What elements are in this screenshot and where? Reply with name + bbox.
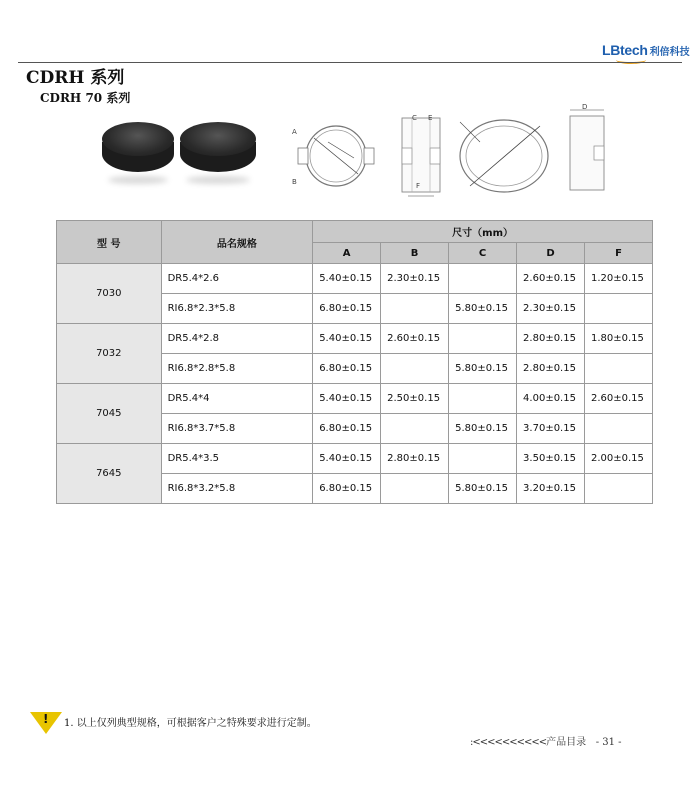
value-cell-c: 5.80±0.15 bbox=[449, 414, 517, 444]
footer-label: 产品目录 bbox=[546, 737, 587, 748]
value-cell-b: 2.50±0.15 bbox=[381, 384, 449, 414]
core-side-view-drawing bbox=[396, 112, 446, 202]
logo-brand-text: LBtech bbox=[602, 42, 648, 58]
value-cell-c bbox=[449, 264, 517, 294]
table-row bbox=[57, 384, 653, 414]
value-cell-a: 5.40±0.15 bbox=[313, 324, 381, 354]
value-cell-b bbox=[381, 474, 449, 504]
value-cell-c bbox=[449, 324, 517, 354]
drawing-label-b: B bbox=[292, 178, 297, 186]
value-cell-d: 2.80±0.15 bbox=[517, 354, 585, 384]
value-cell-f: 1.20±0.15 bbox=[585, 264, 653, 294]
page-number: - 31 - bbox=[595, 737, 622, 748]
value-cell-f bbox=[585, 354, 653, 384]
value-cell-a: 6.80±0.15 bbox=[313, 354, 381, 384]
value-cell-a: 5.40±0.15 bbox=[313, 384, 381, 414]
logo-brand-cn: 利倍科技 bbox=[649, 47, 690, 58]
spec-cell: RI6.8*3.7*5.8 bbox=[161, 414, 313, 444]
spec-cell: RI6.8*3.2*5.8 bbox=[161, 474, 313, 504]
table-row bbox=[57, 324, 653, 354]
value-cell-b: 2.30±0.15 bbox=[381, 264, 449, 294]
spec-cell: DR5.4*3.5 bbox=[161, 444, 313, 474]
drawing-label-c: C bbox=[412, 114, 417, 122]
drawing-label-f: F bbox=[416, 182, 421, 190]
warning-mark: ! bbox=[43, 712, 49, 726]
header-col-a: A bbox=[313, 243, 381, 264]
header-col-c: C bbox=[449, 243, 517, 264]
header-spec: 品名规格 bbox=[161, 221, 313, 264]
value-cell-f: 2.60±0.15 bbox=[585, 384, 653, 414]
note bbox=[30, 712, 630, 734]
company-logo bbox=[602, 40, 694, 64]
ring-side-view-drawing bbox=[564, 102, 612, 194]
value-cell-c: 5.80±0.15 bbox=[449, 294, 517, 324]
value-cell-d: 3.20±0.15 bbox=[517, 474, 585, 504]
value-cell-d: 4.00±0.15 bbox=[517, 384, 585, 414]
model-cell: 7032 bbox=[57, 324, 162, 384]
spec-cell: DR5.4*2.6 bbox=[161, 264, 313, 294]
core-top-view-drawing bbox=[288, 118, 384, 192]
spec-cell: RI6.8*2.8*5.8 bbox=[161, 354, 313, 384]
value-cell-b bbox=[381, 294, 449, 324]
header-col-f: F bbox=[585, 243, 653, 264]
value-cell-a: 5.40±0.15 bbox=[313, 264, 381, 294]
value-cell-c bbox=[449, 444, 517, 474]
model-cell: 7045 bbox=[57, 384, 162, 444]
drawing-label-a: A bbox=[292, 128, 297, 136]
header-col-b: B bbox=[381, 243, 449, 264]
section-title: CDRH 70 系列 bbox=[40, 91, 131, 105]
spec-cell: DR5.4*4 bbox=[161, 384, 313, 414]
value-cell-b: 2.80±0.15 bbox=[381, 444, 449, 474]
value-cell-f: 1.80±0.15 bbox=[585, 324, 653, 354]
value-cell-c: 5.80±0.15 bbox=[449, 474, 517, 504]
header-model: 型 号 bbox=[57, 221, 162, 264]
table-row bbox=[57, 264, 653, 294]
value-cell-a: 5.40±0.15 bbox=[313, 444, 381, 474]
drawing-label-d: D bbox=[582, 103, 588, 111]
value-cell-a: 6.80±0.15 bbox=[313, 474, 381, 504]
value-cell-a: 6.80±0.15 bbox=[313, 414, 381, 444]
value-cell-c bbox=[449, 384, 517, 414]
header-col-d: D bbox=[517, 243, 585, 264]
product-photo-1 bbox=[102, 116, 174, 186]
value-cell-d: 3.50±0.15 bbox=[517, 444, 585, 474]
page-footer: :<<<<<<<<<<产品目录 - 31 - bbox=[470, 737, 622, 748]
model-cell: 7645 bbox=[57, 444, 162, 504]
product-photo-2 bbox=[180, 116, 256, 186]
page-title: CDRH 系列 bbox=[26, 68, 125, 88]
ring-top-view-drawing bbox=[454, 112, 554, 198]
value-cell-b bbox=[381, 414, 449, 444]
value-cell-f bbox=[585, 474, 653, 504]
value-cell-f bbox=[585, 294, 653, 324]
value-cell-d: 3.70±0.15 bbox=[517, 414, 585, 444]
header-dimensions: 尺寸（mm） bbox=[313, 221, 653, 243]
spec-table bbox=[56, 220, 653, 504]
value-cell-d: 2.80±0.15 bbox=[517, 324, 585, 354]
value-cell-c: 5.80±0.15 bbox=[449, 354, 517, 384]
spec-cell: DR5.4*2.8 bbox=[161, 324, 313, 354]
value-cell-b: 2.60±0.15 bbox=[381, 324, 449, 354]
model-cell: 7030 bbox=[57, 264, 162, 324]
value-cell-b bbox=[381, 354, 449, 384]
table-row bbox=[57, 444, 653, 474]
note-text: 1. 以上仅列典型规格，可根据客户之特殊要求进行定制。 bbox=[64, 718, 317, 729]
value-cell-f: 2.00±0.15 bbox=[585, 444, 653, 474]
value-cell-a: 6.80±0.15 bbox=[313, 294, 381, 324]
value-cell-d: 2.30±0.15 bbox=[517, 294, 585, 324]
drawing-label-e: E bbox=[428, 114, 433, 122]
value-cell-d: 2.60±0.15 bbox=[517, 264, 585, 294]
spec-cell: RI6.8*2.3*5.8 bbox=[161, 294, 313, 324]
value-cell-f bbox=[585, 414, 653, 444]
